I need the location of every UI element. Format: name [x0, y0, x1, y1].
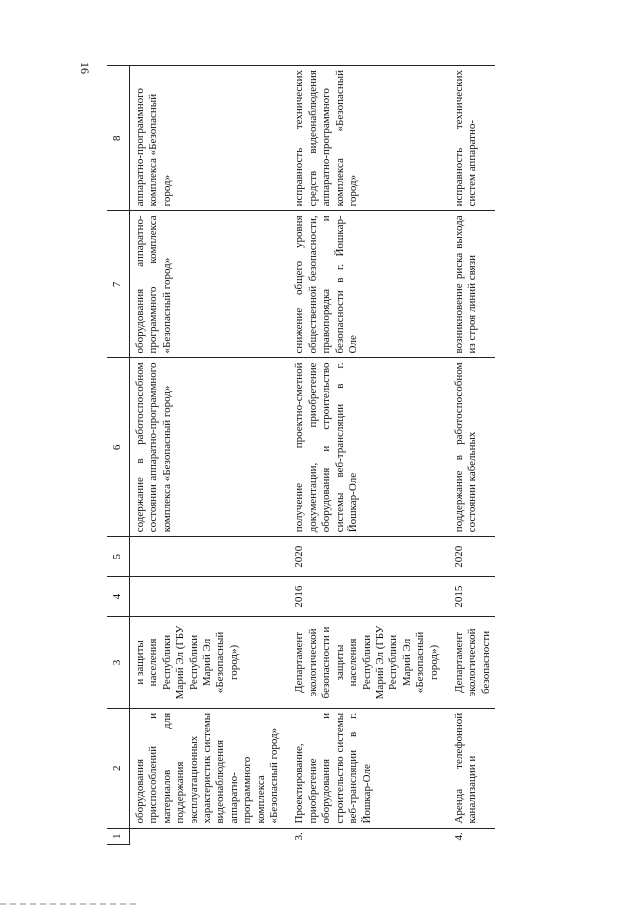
start-year: 2015 [443, 577, 495, 617]
header-cell-4: 4 [107, 577, 130, 617]
header-cell-7: 7 [107, 211, 130, 358]
indicator-link: исправность технических средств видеонаблюдения аппаратно-программного комплекса «Безопасный город» [283, 66, 442, 211]
row-number: 3. [293, 832, 306, 841]
table-row [283, 66, 442, 845]
header-cell-2: 2 [107, 708, 130, 828]
row-number: 4. [452, 832, 465, 841]
measures-table [107, 65, 495, 845]
end-year: 2020 [283, 537, 442, 577]
consequences: снижение общего уровня общественной безопасности, правопорядка и безопасности в г. Йошкар-Оле [283, 211, 442, 358]
start-year: 2016 [283, 577, 442, 617]
header-cell-5: 5 [107, 537, 130, 577]
header-cell-3: 3 [107, 617, 130, 709]
table-row [130, 66, 284, 845]
indicator-link: исправность технических систем аппаратно- [443, 66, 495, 211]
executor: Департамент экологической безопасности и защиты населения Республики Марий Эл (ГБУ Республики Марий Эл «Безопасный город») [283, 617, 442, 709]
measure-name: оборудования приспособлений и материалов для поддержания эксплуатационных характеристик системы видеонаблюдения аппаратно-программного комплекса «Безопасный город» [130, 708, 284, 828]
table-row [443, 66, 495, 845]
page-number: 16 [78, 62, 92, 74]
start-year [130, 577, 284, 617]
expected-result: содержание в работоспособном состоянии аппаратно-программного комплекса «Безопасный город» [130, 358, 284, 537]
consequences: оборудования аппаратно-программного комплекса «Безопасный город» [130, 211, 284, 358]
header-cell-6: 6 [107, 358, 130, 537]
executor: Департамент экологической безопасности [443, 617, 495, 709]
measure-name: Проектирование, приобретение оборудования и строительство системы веб-трансляции в г. Йошкар-Оле [283, 708, 442, 828]
end-year: 2020 [443, 537, 495, 577]
expected-result: получение проектно-сметной документации, приобретение оборудования и строительство системы веб-трансляции в г. Йошкар-Оле [283, 358, 442, 537]
header-cell-1: 1 [107, 828, 130, 844]
rotated-table-area [107, 65, 557, 845]
executor: и защиты населения Республики Марий Эл (ГБУ Республики Марий Эл «Безопасный город») [130, 617, 284, 709]
indicator-link: аппаратно-программного комплекса «Безопасный город» [130, 66, 284, 211]
end-year [130, 537, 284, 577]
header-row [107, 66, 130, 845]
row-number [130, 828, 284, 844]
header-cell-8: 8 [107, 66, 130, 211]
measure-name: Аренда телефонной канализации и [443, 708, 495, 828]
expected-result: поддержание в работоспособном состоянии кабельных [443, 358, 495, 537]
consequences: возникновение риска выхода из строя линий связи [443, 211, 495, 358]
